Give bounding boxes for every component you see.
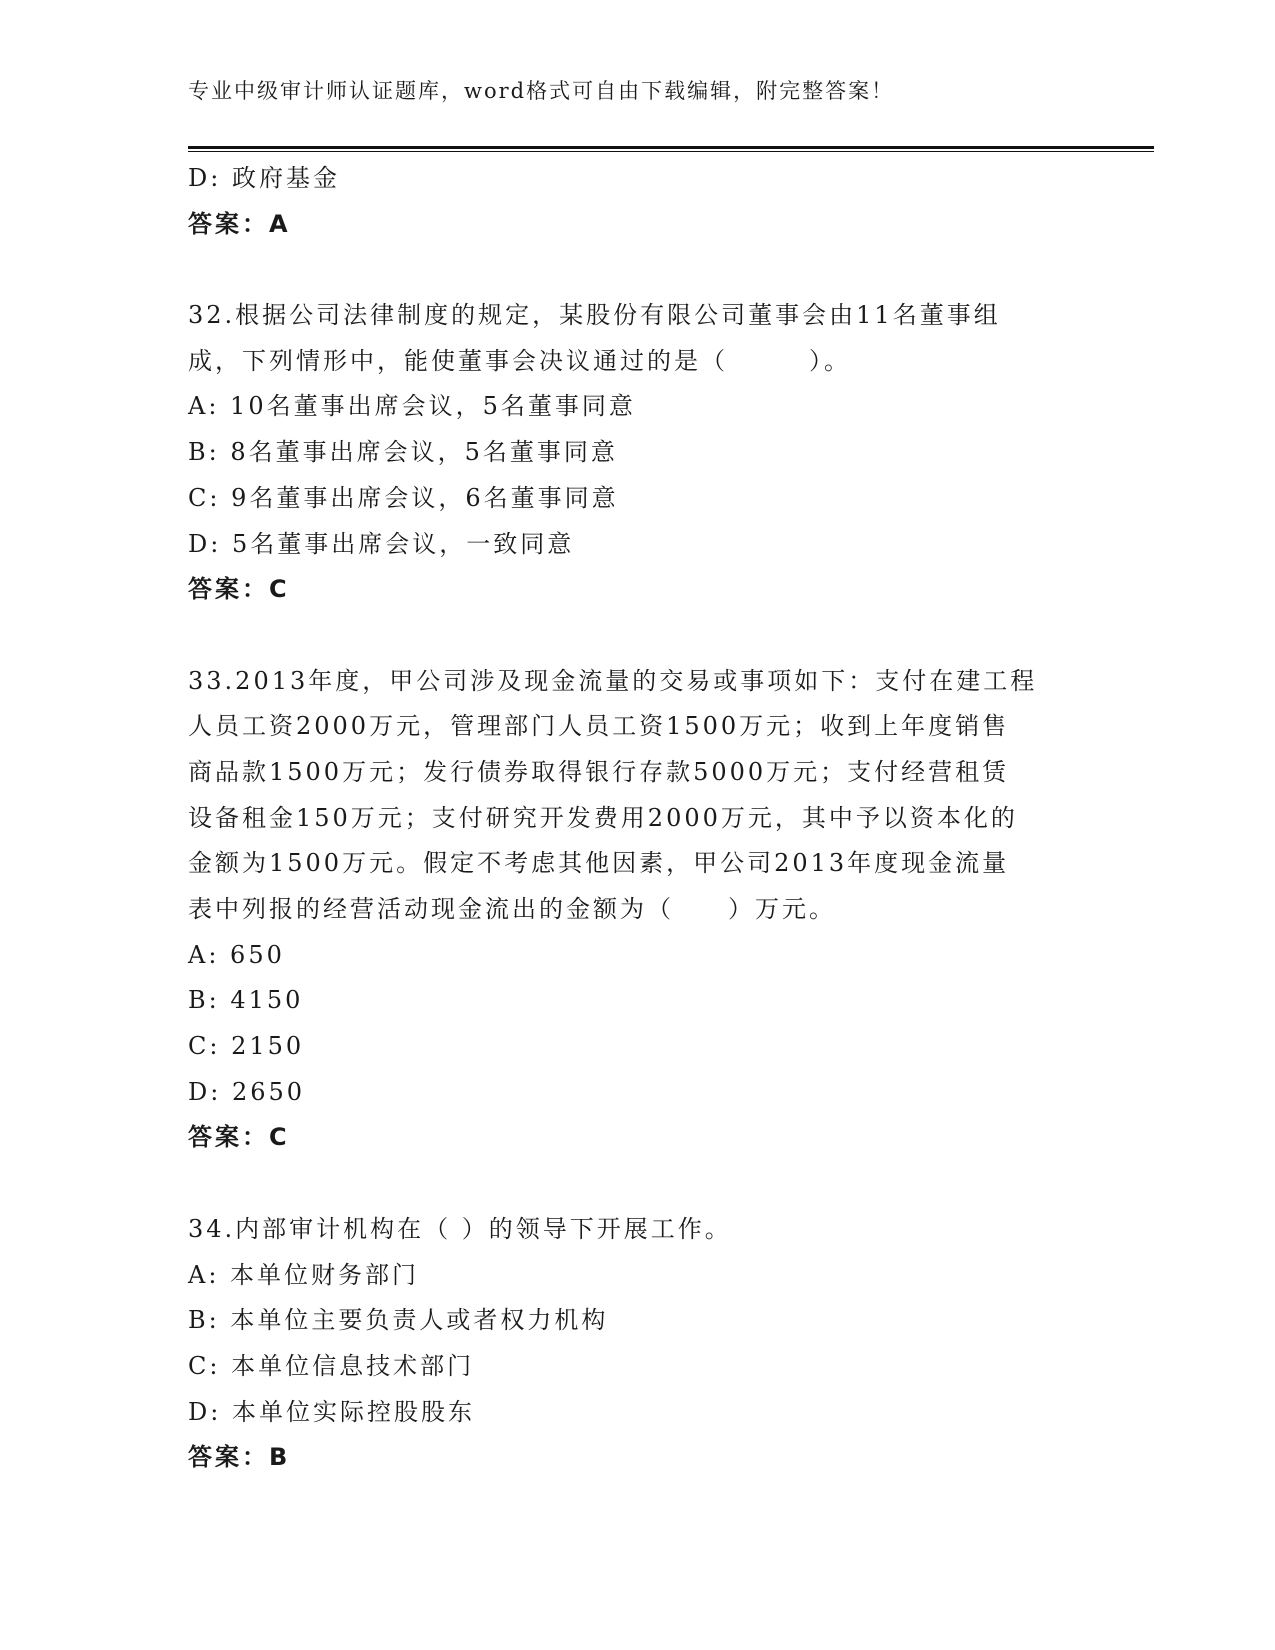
answer-line: 答案：B — [188, 1443, 291, 1472]
question-text-line: 33.2013年度，甲公司涉及现金流量的交易或事项如下：支付在建工程 — [188, 666, 1038, 695]
option-line: D: 本单位实际控股股东 — [188, 1397, 475, 1426]
question-text-line: 商品款1500万元；发行债券取得银行存款5000万元；支付经营租赁 — [188, 757, 1010, 786]
question-32 — [188, 293, 1088, 613]
option-line: B: 8名董事出席会议，5名董事同意 — [188, 438, 618, 467]
page-header: 专业中级审计师认证题库，word格式可自由下载编辑，附完整答案！ — [188, 79, 895, 103]
question-text-line: 32.根据公司法律制度的规定，某股份有限公司董事会由11名董事组 — [188, 301, 1001, 330]
option-line: C: 本单位信息技术部门 — [188, 1351, 475, 1380]
question-text-line: 金额为1500万元。假定不考虑其他因素，甲公司2013年度现金流量 — [188, 849, 1010, 878]
question-33 — [188, 659, 1088, 1162]
option-line: A: 10名董事出席会议，5名董事同意 — [188, 392, 636, 421]
option-line: B: 4150 — [188, 986, 304, 1015]
header-rule-thick — [188, 146, 1154, 149]
header-rule-thin — [188, 151, 1154, 152]
option-line: D: 5名董事出席会议，一致同意 — [188, 529, 575, 558]
question-content — [188, 156, 1088, 1481]
option-line: D: 2650 — [188, 1077, 306, 1106]
option-line: B: 本单位主要负责人或者权力机构 — [188, 1306, 609, 1335]
question-34 — [188, 1207, 1088, 1481]
answer-line: 答案：C — [188, 575, 290, 604]
answer-line: 答案：C — [188, 1123, 290, 1152]
option-line: A: 本单位财务部门 — [188, 1260, 420, 1289]
question-text-line: 34.内部审计机构在（ ）的领导下开展工作。 — [188, 1214, 732, 1243]
option-line: C: 9名董事出席会议，6名董事同意 — [188, 483, 619, 512]
question-text-line: 成，下列情形中，能使董事会决议通过的是（ ）。 — [188, 346, 851, 375]
question-text-line: 人员工资2000万元，管理部门人员工资1500万元；收到上年度销售 — [188, 712, 1010, 741]
option-line: A: 650 — [188, 940, 285, 969]
option-line: C: 2150 — [188, 1032, 305, 1061]
question-text-line: 设备租金150万元；支付研究开发费用2000万元，其中予以资本化的 — [188, 803, 1018, 832]
question-text-line: 表中列报的经营活动现金流出的金额为（ ）万元。 — [188, 895, 836, 923]
option-line: D: 政府基金 — [188, 164, 340, 192]
answer-line: 答案：A — [188, 209, 291, 238]
question-fragment-31 — [188, 156, 1088, 247]
